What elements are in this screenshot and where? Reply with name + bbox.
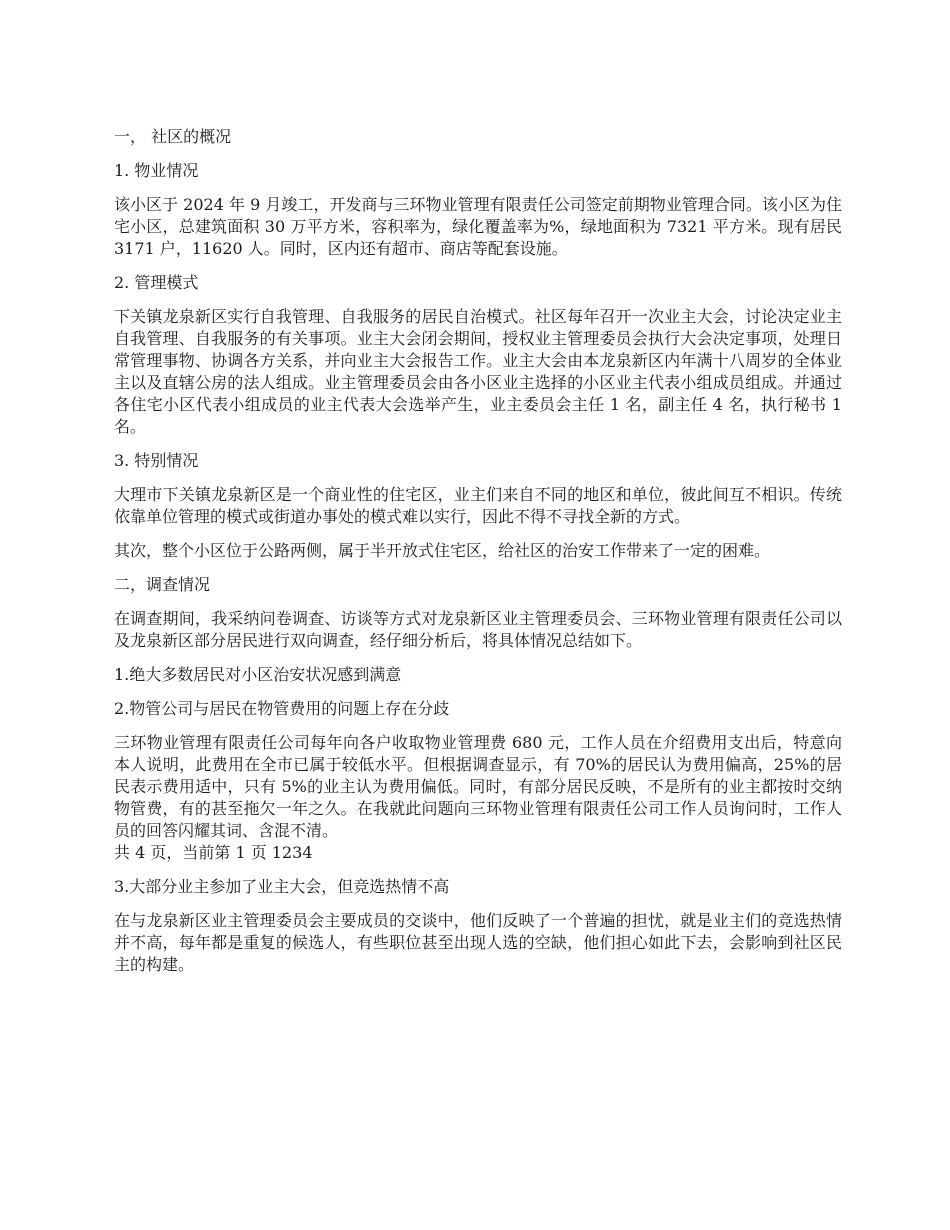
paragraph-election: 在与龙泉新区业主管理委员会主要成员的交谈中，他们反映了一个普遍的担忧，就是业主们的竞选热情并不高，每年都是重复的候选人，有些职位甚至出现人选的空缺，他们担心如此下去，会影响到社区民主的构建。 bbox=[114, 911, 842, 974]
subheading-special: 3. 特别情况 bbox=[114, 451, 199, 470]
finding-2: 2.物管公司与居民在物管费用的问题上存在分歧 bbox=[114, 699, 450, 718]
paragraph-property: 该小区于 2024 年 9 月竣工，开发商与三环物业管理有限责任公司签定前期物业管理合同。该小区为住宅小区，总建筑面积 30 万平方米，容积率为，绿化覆盖率为%，绿地面积为 7321 平方米。现有居民 3171 户，11620 人。同时，区内还有超市、商店等配套设施。 bbox=[114, 195, 842, 258]
paragraph-secondly: 其次，整个小区位于公路两侧，属于半开放式住宅区，给社区的治安工作带来了一定的困难。 bbox=[114, 541, 771, 560]
paragraph-fees: 三环物业管理有限责任公司每年向各户收取物业管理费 680 元，工作人员在介绍费用支出后，特意向本人说明，此费用在全市已属于较低水平。但根据调查显示，有 70%的居民认为费用偏高，25%的居民表示费用适中，只有 5%的业主认为费用偏低。同时，有部分居民反映，不是所有的业主都按时交纳物管费，有的甚至拖欠一年之久。在我就此问题向三环物业管理有限责任公司工作人员询问时，工作人员的回答闪耀其词、含混不清。 bbox=[114, 733, 842, 840]
subheading-management: 2. 管理模式 bbox=[114, 273, 199, 292]
document-page bbox=[114, 126, 842, 988]
page-indicator: 共 4 页，当前第 1 页 1234 bbox=[114, 843, 313, 862]
finding-3: 3.大部分业主参加了业主大会，但竞选热情不高 bbox=[114, 877, 450, 896]
paragraph-special: 大理市下关镇龙泉新区是一个商业性的住宅区，业主们来自不同的地区和单位，彼此间互不相识。传统依靠单位管理的模式或街道办事处的模式难以实行，因此不得不寻找全新的方式。 bbox=[114, 485, 842, 526]
finding-1: 1.绝大多数居民对小区治安状况感到满意 bbox=[114, 665, 402, 684]
subheading-property: 1. 物业情况 bbox=[114, 161, 199, 180]
paragraph-survey: 在调查期间，我采纳问卷调查、访谈等方式对龙泉新区业主管理委员会、三环物业管理有限责任公司以及龙泉新区部分居民进行双向调查，经仔细分析后，将具体情况总结如下。 bbox=[114, 609, 842, 650]
section-heading-survey: 二，调查情况 bbox=[114, 575, 211, 594]
paragraph-management: 下关镇龙泉新区实行自我管理、自我服务的居民自治模式。社区每年召开一次业主大会，讨论决定业主自我管理、自我服务的有关事项。业主大会闭会期间，授权业主管理委员会执行大会决定事项，处理日常管理事物、协调各方关系，并向业主大会报告工作。业主大会由本龙泉新区内年满十八周岁的全体业主以及直辖公房的法人组成。业主管理委员会由各小区业主选择的小区业主代表小组成员组成。并通过各住宅小区代表小组成员的业主代表大会选举产生，业主委员会主任 1 名，副主任 4 名，执行秘书 1 名。 bbox=[114, 307, 842, 436]
section-heading-overview: 一， 社区的概况 bbox=[114, 127, 232, 146]
